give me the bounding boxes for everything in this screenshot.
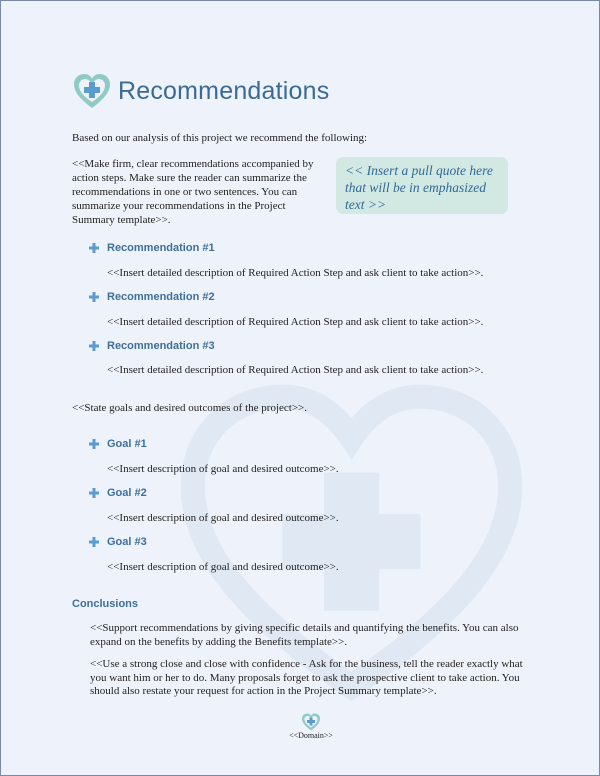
heart-plus-icon <box>72 71 112 111</box>
paragraph-line: action steps. Make sure the reader can summarize the <box>72 172 307 184</box>
goal-description: <<Insert description of goal and desired outcome>>. <box>107 463 339 475</box>
pull-quote-line: that will be in emphasized <box>345 180 486 195</box>
pull-quote <box>336 157 508 214</box>
page-title: Recommendations <box>118 76 330 105</box>
goal-title: Goal #3 <box>107 536 147 548</box>
pull-quote-line: text >> <box>345 197 387 212</box>
plus-icon <box>89 243 99 253</box>
recommendation-heading <box>89 340 215 352</box>
paragraph-line: summarize your recommendations in the Project <box>72 200 286 212</box>
recommendation-description: <<Insert detailed description of Required Action Step and ask client to take action>>. <box>107 267 484 279</box>
goal-title: Goal #1 <box>107 438 147 450</box>
pull-quote-line: << Insert a pull quote here <box>345 163 493 178</box>
paragraph-line: you want him or her to do. Many proposals forget to ask the prospective client to take action. You <box>90 671 520 684</box>
recommendation-title: Recommendation #1 <box>107 242 215 254</box>
paragraph-line: expand on the benefits by adding the Benefits template>>. <box>90 635 348 648</box>
recommendation-title: Recommendation #2 <box>107 291 215 303</box>
conclusions-paragraph <box>90 622 530 649</box>
paragraph-line: should also restate your request for action in the Project Summary template>>. <box>90 685 437 697</box>
goals-intro-text: <<State goals and desired outcomes of the project>>. <box>72 402 307 414</box>
recommendation-title: Recommendation #3 <box>107 340 215 352</box>
paragraph-line: <<Make firm, clear recommendations accompanied by <box>72 158 314 170</box>
plus-icon <box>89 439 99 449</box>
goal-heading <box>89 536 147 548</box>
conclusions-paragraph <box>90 658 530 699</box>
footer-domain: <<Domain>> <box>289 731 333 740</box>
recommendation-description: <<Insert detailed description of Required Action Step and ask client to take action>>. <box>107 364 484 376</box>
recommendation-summary-paragraph <box>72 157 332 227</box>
page-header <box>72 71 329 111</box>
plus-icon <box>89 341 99 351</box>
paragraph-line: <<Use a strong close and close with confidence - Ask for the business, tell the reader exactly what <box>90 658 523 670</box>
paragraph-line: <<Support recommendations by giving specific details and quantifying the benefits. You can also <box>90 622 519 634</box>
goal-title: Goal #2 <box>107 487 147 499</box>
goal-heading <box>89 438 147 450</box>
plus-icon <box>89 488 99 498</box>
plus-icon <box>89 537 99 547</box>
goal-description: <<Insert description of goal and desired outcome>>. <box>107 561 339 573</box>
recommendation-heading <box>89 242 215 254</box>
goal-description: <<Insert description of goal and desired outcome>>. <box>107 512 339 524</box>
paragraph-line: recommendations in one or two sentences. You can <box>72 186 298 198</box>
conclusions-heading: Conclusions <box>72 598 139 610</box>
plus-icon <box>89 292 99 302</box>
goal-heading <box>89 487 147 499</box>
recommendation-description: <<Insert detailed description of Required Action Step and ask client to take action>>. <box>107 316 484 328</box>
footer-heart-plus-icon <box>301 712 321 732</box>
intro-text: Based on our analysis of this project we recommend the following: <box>72 132 368 144</box>
recommendation-heading <box>89 291 215 303</box>
paragraph-line: Summary template>>. <box>72 214 171 226</box>
